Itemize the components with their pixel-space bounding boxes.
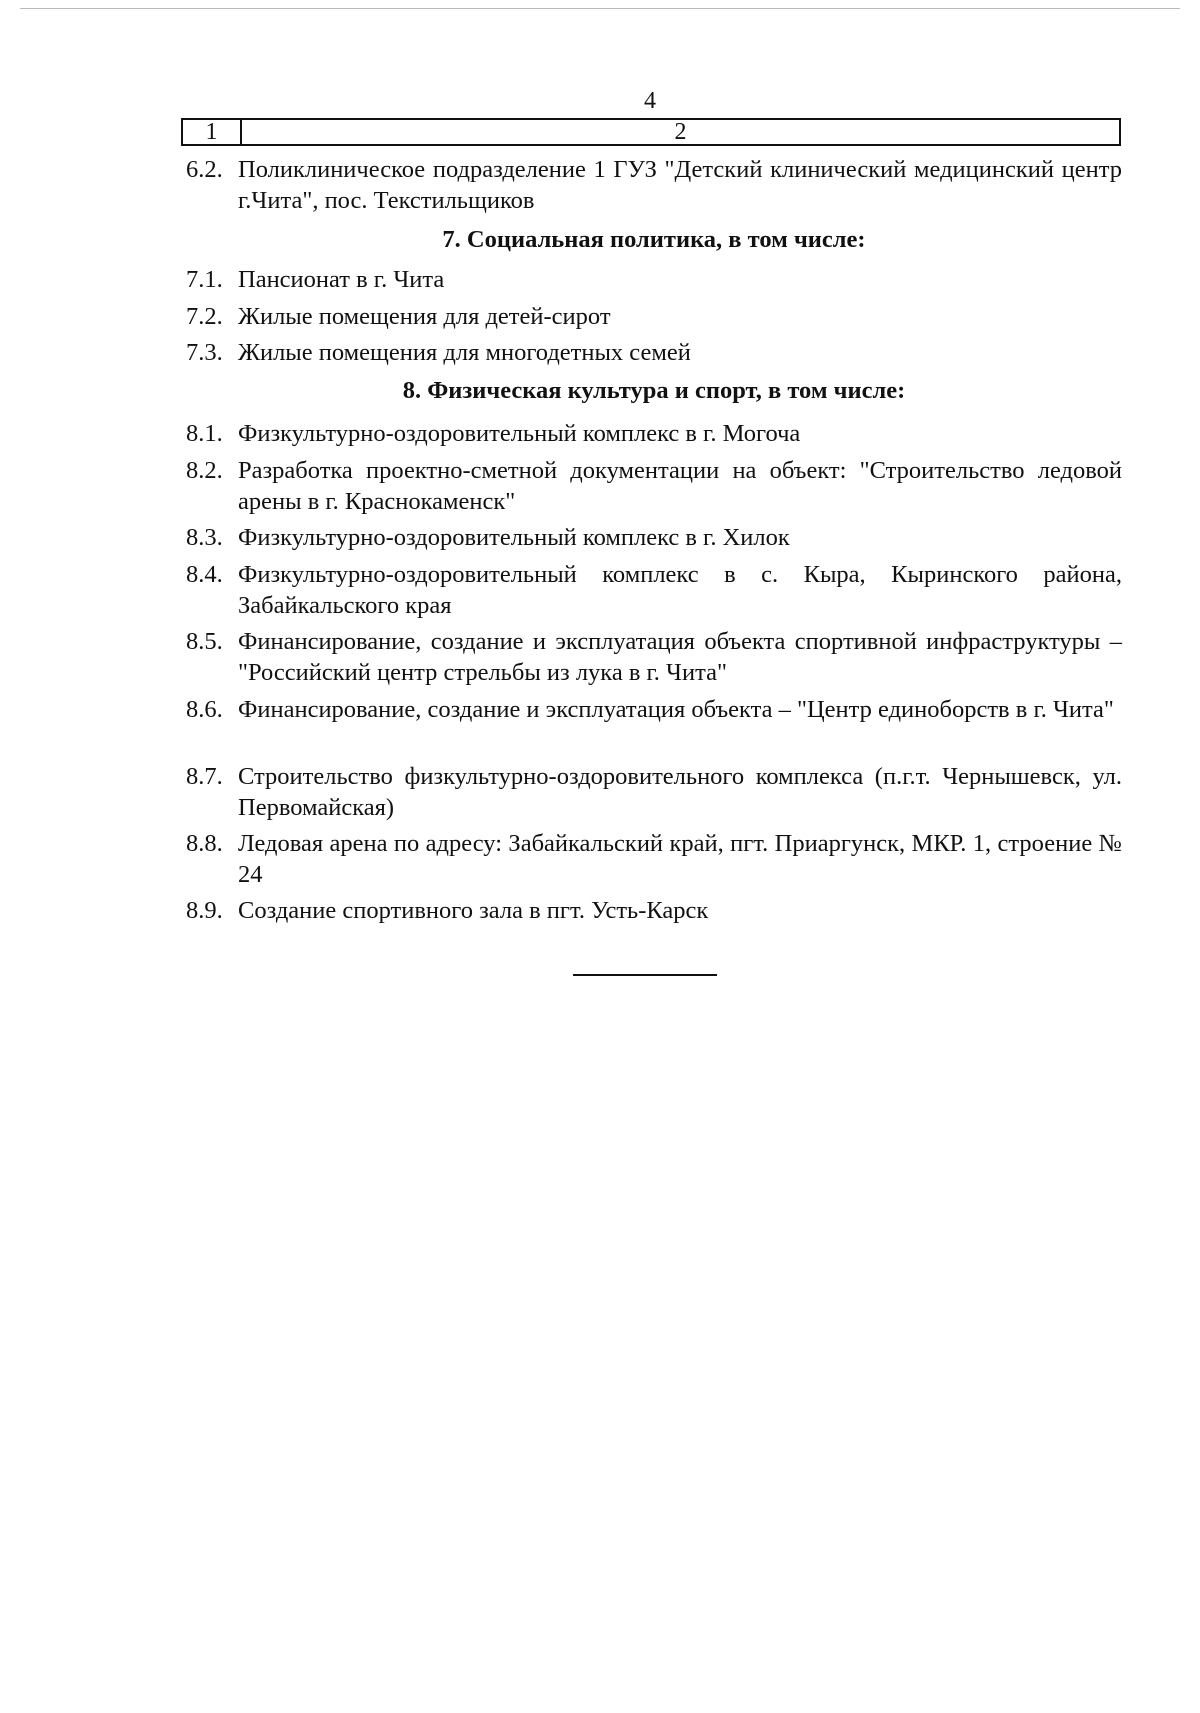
- item-text: Создание спортивного зала в пгт. Усть-Карск: [238, 897, 709, 924]
- item-text: Разработка проектно-сметной документации на объект: "Строительство ледовой арены в г. Краснокаменск": [238, 457, 1122, 515]
- item-number: 8.5.: [186, 628, 223, 655]
- item-number: 7.2.: [186, 303, 223, 330]
- list-item: [186, 264, 1122, 295]
- item-number: 8.6.: [186, 696, 223, 723]
- item-text: Жилые помещения для многодетных семей: [238, 339, 691, 366]
- item-text: Жилые помещения для детей-сирот: [238, 303, 611, 330]
- page-number: 4: [644, 88, 656, 114]
- item-number: 6.2.: [186, 156, 223, 183]
- item-number: 7.3.: [186, 339, 223, 366]
- item-text: Физкультурно-оздоровительный комплекс в г. Хилок: [238, 524, 790, 551]
- list-item: [186, 895, 1122, 926]
- item-number: 8.4.: [186, 561, 223, 588]
- section-heading: 8. Физическая культура и спорт, в том числе:: [402, 377, 906, 404]
- item-number: 8.7.: [186, 763, 223, 790]
- list-item: [186, 522, 1122, 553]
- end-of-list-rule: [573, 974, 717, 976]
- item-text: Физкультурно-оздоровительный комплекс в с. Кыра, Кыринского района, Забайкальского края: [238, 561, 1122, 619]
- item-text: Поликлиническое подразделение 1 ГУЗ "Детский клинический медицинский центр г.Чита", пос. Текстильщиков: [238, 156, 1122, 214]
- item-number: 8.2.: [186, 457, 223, 484]
- item-text: Строительство физкультурно-оздоровительного комплекса (п.г.т. Чернышевск, ул. Первомайская): [238, 763, 1122, 821]
- item-number: 8.3.: [186, 524, 223, 551]
- column-number-2: 2: [674, 119, 687, 145]
- list-item: [186, 559, 1122, 621]
- item-number: 8.9.: [186, 897, 223, 924]
- list-item: [186, 301, 1122, 332]
- scan-edge-line: [20, 8, 1180, 9]
- list-item: [186, 418, 1122, 449]
- item-text: Ледовая арена по адресу: Забайкальский край, пгт. Приаргунск, МКР. 1, строение № 24: [238, 830, 1122, 888]
- item-text: Физкультурно-оздоровительный комплекс в г. Могоча: [238, 420, 801, 447]
- list-item: [186, 154, 1122, 216]
- section-heading: 7. Социальная политика, в том числе:: [442, 226, 866, 253]
- item-number: 8.8.: [186, 830, 223, 857]
- item-number: 7.1.: [186, 266, 223, 293]
- list-item: [186, 455, 1122, 517]
- item-number: 8.1.: [186, 420, 223, 447]
- list-item: [186, 761, 1122, 823]
- item-text: Финансирование, создание и эксплуатация объекта – "Центр единоборств в г. Чита": [238, 696, 1114, 723]
- column-number-1: 1: [183, 120, 242, 144]
- item-text: Пансионат в г. Чита: [238, 266, 445, 293]
- list-item: [186, 626, 1122, 688]
- item-text: Финансирование, создание и эксплуатация объекта спортивной инфраструктуры – "Российский центр стрельбы из лука в г. Чита": [238, 628, 1122, 686]
- list-item: [186, 828, 1122, 890]
- list-item: [186, 337, 1122, 368]
- list-item: [186, 694, 1122, 725]
- table-column-header: [181, 118, 1121, 146]
